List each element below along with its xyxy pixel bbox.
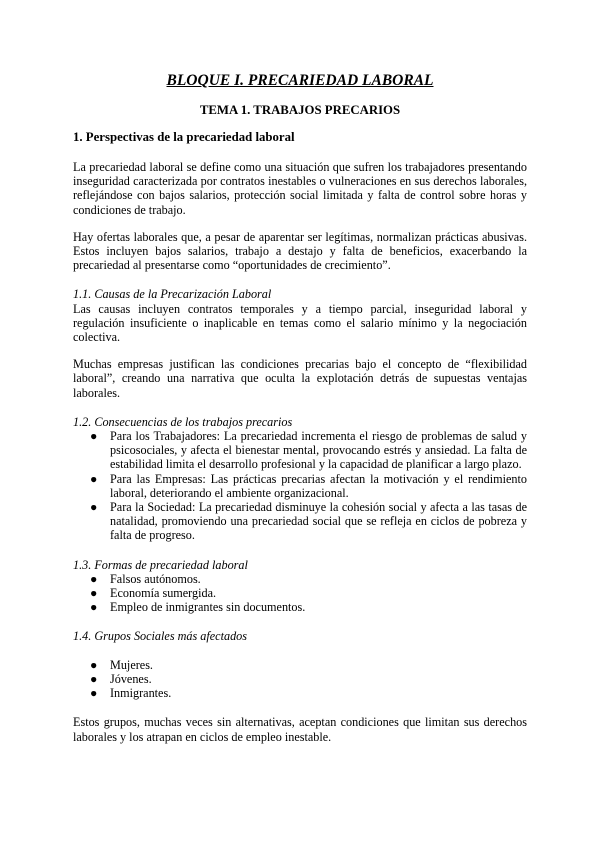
- list-item-text: Para la Sociedad: La precariedad disminuye la cohesión social y afecta a las tasas de natalidad, promoviendo una precariedad social que se refleja en ciclos de pobreza y falta de progreso.: [110, 500, 527, 543]
- list-item-text: Inmigrantes.: [110, 686, 172, 701]
- paragraph: Hay ofertas laborales que, a pesar de aparentar ser legítimas, normalizan prácticas abusivas. Estos incluyen bajos salarios, trabajo a destajo y falta de beneficios, exacerbando la precariedad al presentarse como “oportunidades de crecimiento”.: [73, 229, 527, 273]
- bullet-icon: ●: [90, 657, 98, 672]
- list-item: [73, 600, 527, 614]
- section-heading: 1. Perspectivas de la precariedad laboral: [73, 130, 295, 144]
- list-item: [73, 429, 527, 472]
- paragraph: Muchas empresas justifican las condiciones precarias bajo el concepto de “flexibilidad laboral”, creando una narrativa que oculta la explotación detrás de supuestas ventajas laborales.: [73, 357, 527, 400]
- list-item: [73, 500, 527, 543]
- bullet-icon: ●: [90, 671, 98, 686]
- list-item-text: Falsos autónomos.: [110, 571, 201, 586]
- bullet-icon: ●: [90, 571, 98, 586]
- document-body: [73, 72, 527, 744]
- list-item: [73, 472, 527, 500]
- bullet-icon: ●: [90, 500, 98, 515]
- bullet-icon: ●: [90, 600, 98, 615]
- subsection-heading: 1.2. Consecuencias de los trabajos precarios: [73, 414, 293, 429]
- block-title: BLOQUE I. PRECARIEDAD LABORAL: [166, 72, 434, 89]
- subsection-heading: 1.3. Formas de precariedad laboral: [73, 557, 248, 572]
- subsection-heading: 1.4. Grupos Sociales más afectados: [73, 629, 247, 644]
- groups-list: [73, 658, 527, 701]
- forms-list: [73, 572, 527, 615]
- list-item-text: Para las Empresas: Las prácticas precarias afectan la motivación y el rendimiento laboral, deteriorando el ambiente organizacional.: [110, 471, 527, 500]
- list-item: [73, 686, 527, 700]
- list-item-text: Empleo de inmigrantes sin documentos.: [110, 600, 306, 615]
- list-item: [73, 658, 527, 672]
- list-item: [73, 672, 527, 686]
- bullet-icon: ●: [90, 429, 98, 444]
- paragraph: La precariedad laboral se define como una situación que sufren los trabajadores presentando inseguridad caracterizada por contratos inestables o vulneraciones en sus derechos laborales, reflejándose con bajos salarios, protección social limitada y falta de control sobre horas y condiciones de trabajo.: [73, 160, 527, 217]
- paragraph: Las causas incluyen contratos temporales y a tiempo parcial, inseguridad laboral y regulación insuficiente o inaplicable en temas como el salario mínimo y la negociación colectiva.: [73, 301, 527, 345]
- bullet-icon: ●: [90, 471, 98, 486]
- list-item-text: Jóvenes.: [110, 671, 152, 686]
- bullet-icon: ●: [90, 686, 98, 701]
- list-item: [73, 586, 527, 600]
- subsection-heading: 1.1. Causas de la Precarización Laboral: [73, 287, 272, 302]
- list-item-text: Mujeres.: [110, 657, 153, 672]
- blank-line: [73, 644, 527, 658]
- paragraph: Estos grupos, muchas veces sin alternativas, aceptan condiciones que limitan sus derechos laborales y los atrapan en ciclos de empleo inestable.: [73, 715, 527, 744]
- bullet-icon: ●: [90, 586, 98, 601]
- consequences-list: [73, 429, 527, 543]
- list-item: [73, 572, 527, 586]
- topic-title: TEMA 1. TRABAJOS PRECARIOS: [199, 103, 401, 117]
- list-item-text: Para los Trabajadores: La precariedad incrementa el riesgo de problemas de salud y psicosociales, y afecta el bienestar mental, provocando estrés y ansiedad. La falta de estabilidad limita el desarrollo profesional y la capacidad de planificar a largo plazo.: [110, 429, 527, 472]
- list-item-text: Economía sumergida.: [110, 586, 217, 601]
